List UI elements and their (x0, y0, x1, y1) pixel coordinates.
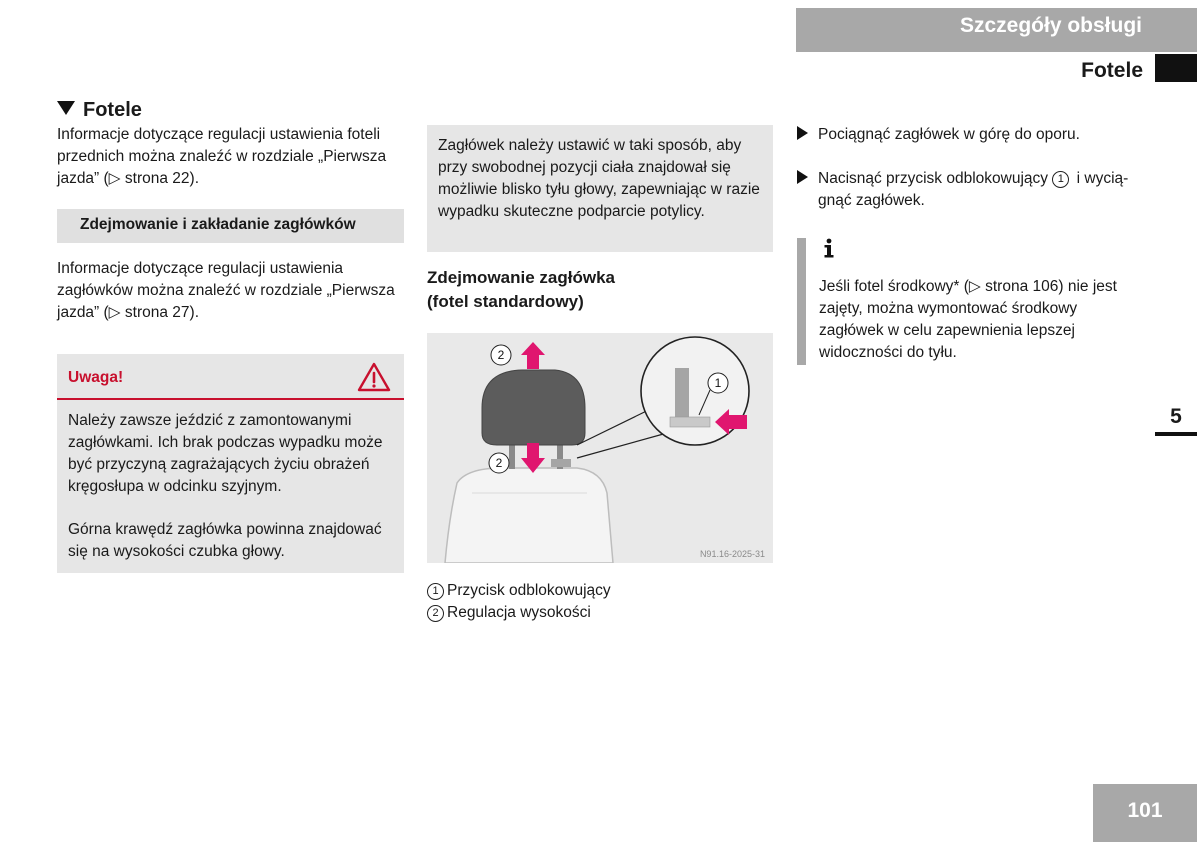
chapter-marker-block (1155, 54, 1197, 82)
step-1 (797, 124, 1147, 146)
step-2-text-a: Nacisnąć przycisk odblokowujący (818, 170, 1049, 187)
warning-triangle-icon (357, 362, 391, 392)
callout-2-bottom: 2 (495, 456, 503, 470)
removal-heading (427, 266, 773, 314)
legend-number: 1 (427, 583, 444, 600)
intro-paragraph: Informacje dotyczące regulacji ustawienia foteli przednich można znaleźć w rozdziale „Pierwsza jazda” (▷ strona 22). (57, 126, 387, 187)
legend-number: 2 (427, 605, 444, 622)
triangle-down-icon (57, 101, 75, 115)
figure-legend (427, 580, 773, 624)
step-2 (797, 168, 1147, 212)
warning-text-1: Należy zawsze jeździć z zamontowanymi zagłówkami. Ich brak podczas wypadku może być przyczyną zagrażających życiu obrażeń kręgosłupa w odcinku szyjnym. (68, 412, 383, 495)
warning-text-2: Górna krawędź zagłówka powinna znajdować się na wysokości czubka głowy. (68, 521, 382, 560)
info-sidebar (797, 238, 806, 365)
info-text: Jeśli fotel środkowy* (▷ strona 106) nie jest zajęty, można wymontować środkowy zagłówek w celu zapewnienia lepszej widoczności do tyłu. (819, 278, 1117, 361)
legend-item (427, 580, 773, 602)
step-2-text-b: i wycią- (1076, 170, 1129, 187)
page-number: 101 (1093, 784, 1197, 842)
step-arrow-icon (797, 126, 808, 140)
section-title-bar (796, 8, 1197, 52)
step-1-text: Pociągnąć zagłówek w górę do oporu. (818, 126, 1080, 143)
section-heading (57, 98, 142, 122)
step-2-callout: 1 (1052, 171, 1069, 188)
chapter-tab: 5 (1155, 402, 1197, 436)
callout-1: 1 (714, 376, 722, 390)
headrest-illustration-svg (427, 333, 773, 563)
subsection-heading: Zdejmowanie i zakładanie zagłówków (57, 209, 404, 243)
callout-2-top: 2 (497, 348, 505, 362)
warning-label: Uwaga! (68, 369, 124, 386)
step-arrow-icon (797, 170, 808, 184)
hint-box: Zagłówek należy ustawić w taki sposób, aby przy swobodnej pozycji ciała znajdował się możliwie blisko tyłu głowy, zapewniając w razie wypadku skuteczne podparcie potylicy. (427, 125, 773, 252)
step-2-text-c: gnąć zagłówek. (818, 192, 925, 209)
section-heading-text: Fotele (83, 99, 142, 121)
legend-text: Przycisk odblokowujący (447, 582, 611, 599)
legend-item (427, 602, 773, 624)
section-title: Szczegóły obsługi (959, 14, 1142, 37)
removal-heading-line2: (fotel standardowy) (427, 292, 584, 311)
headrest-illustration (427, 333, 773, 563)
removal-heading-line1: Zdejmowanie zagłówka (427, 268, 615, 287)
figure-code: N91.16-2025-31 (699, 549, 765, 559)
headrest-paragraph: Informacje dotyczące regulacji ustawienia zagłówków można znaleźć w rozdziale „Pierwsza jazda” (▷ strona 27). (57, 260, 395, 321)
chapter-title: Fotele (1081, 59, 1143, 82)
info-icon (819, 237, 839, 259)
legend-text: Regulacja wysokości (447, 604, 591, 621)
